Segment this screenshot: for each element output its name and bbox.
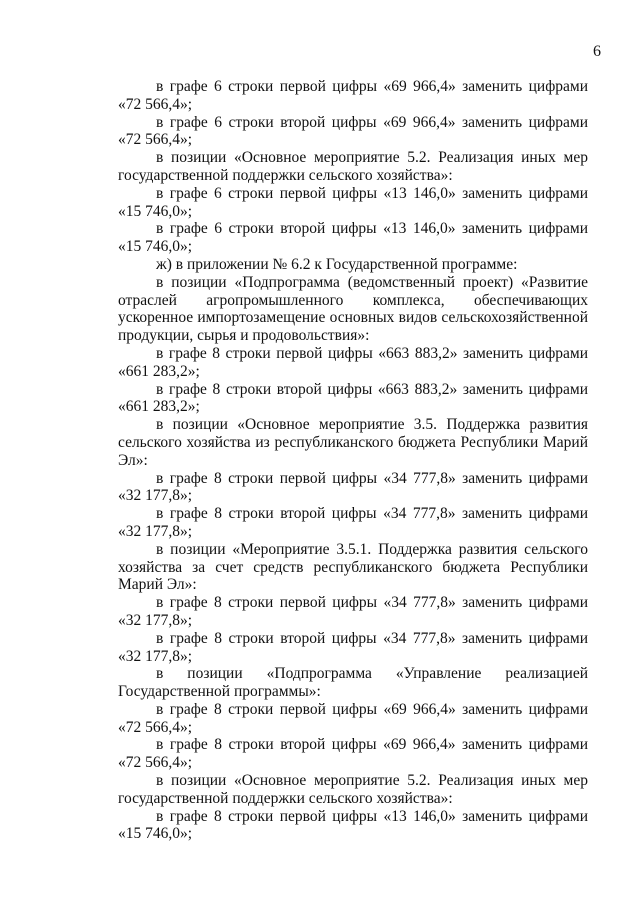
paragraph: в графе 8 строки первой цифры «34 777,8» заменить цифрами «32 177,8»;	[118, 469, 588, 505]
paragraph: в графе 6 строки первой цифры «69 966,4» заменить цифрами «72 566,4»;	[118, 78, 588, 113]
paragraph: в графе 8 строки первой цифры «69 966,4» заменить цифрами «72 566,4»;	[118, 700, 588, 736]
paragraph: в позиции «Основное мероприятие 5.2. Реализация иных мер государственной поддержки сельского хозяйства»:	[118, 149, 588, 184]
document-body	[118, 78, 588, 843]
paragraph: в графе 8 строки первой цифры «34 777,8» заменить цифрами «32 177,8»;	[118, 594, 588, 629]
paragraph: в графе 8 строки второй цифры «34 777,8» заменить цифрами «32 177,8»;	[118, 505, 588, 540]
paragraph: в графе 8 строки второй цифры «69 966,4» заменить цифрами «72 566,4»;	[118, 736, 588, 772]
paragraph: в позиции «Основное мероприятие 5.2. Реализация иных мер государственной поддержки сельского хозяйства»:	[118, 772, 588, 807]
paragraph: в графе 8 строки второй цифры «34 777,8» заменить цифрами «32 177,8»;	[118, 629, 588, 665]
paragraph: в графе 6 строки первой цифры «13 146,0» заменить цифрами «15 746,0»;	[118, 184, 588, 220]
paragraph: в графе 8 строки первой цифры «13 146,0» заменить цифрами «15 746,0»;	[118, 807, 588, 843]
paragraph: в графе 6 строки второй цифры «13 146,0» заменить цифрами «15 746,0»;	[118, 220, 588, 256]
paragraph: в позиции «Подпрограмма «Управление реализацией Государственной программы»:	[118, 665, 588, 701]
paragraph: в графе 8 строки первой цифры «663 883,2» заменить цифрами «661 283,2»;	[118, 344, 588, 380]
paragraph: в графе 8 строки второй цифры «663 883,2» заменить цифрами «661 283,2»;	[118, 380, 588, 416]
section-heading: ж) в приложении № 6.2 к Государственной программе:	[156, 255, 518, 273]
page-number: 6	[593, 43, 601, 60]
paragraph: в позиции «Подпрограмма (ведомственный проект) «Развитие отраслей агропромышленного комплекса, обеспечивающих ускоренное импортозамещение основных видов сельскохозяйственной продукции, сырья и продовольствия»:	[118, 273, 588, 345]
paragraph: в позиции «Основное мероприятие 3.5. Поддержка развития сельского хозяйства из республиканского бюджета Республики Марий Эл»:	[118, 416, 588, 469]
paragraph: в графе 6 строки второй цифры «69 966,4» заменить цифрами «72 566,4»;	[118, 113, 588, 149]
paragraph: в позиции «Мероприятие 3.5.1. Поддержка развития сельского хозяйства за счет средств республиканского бюджета Республики Марий Эл»:	[118, 540, 588, 594]
